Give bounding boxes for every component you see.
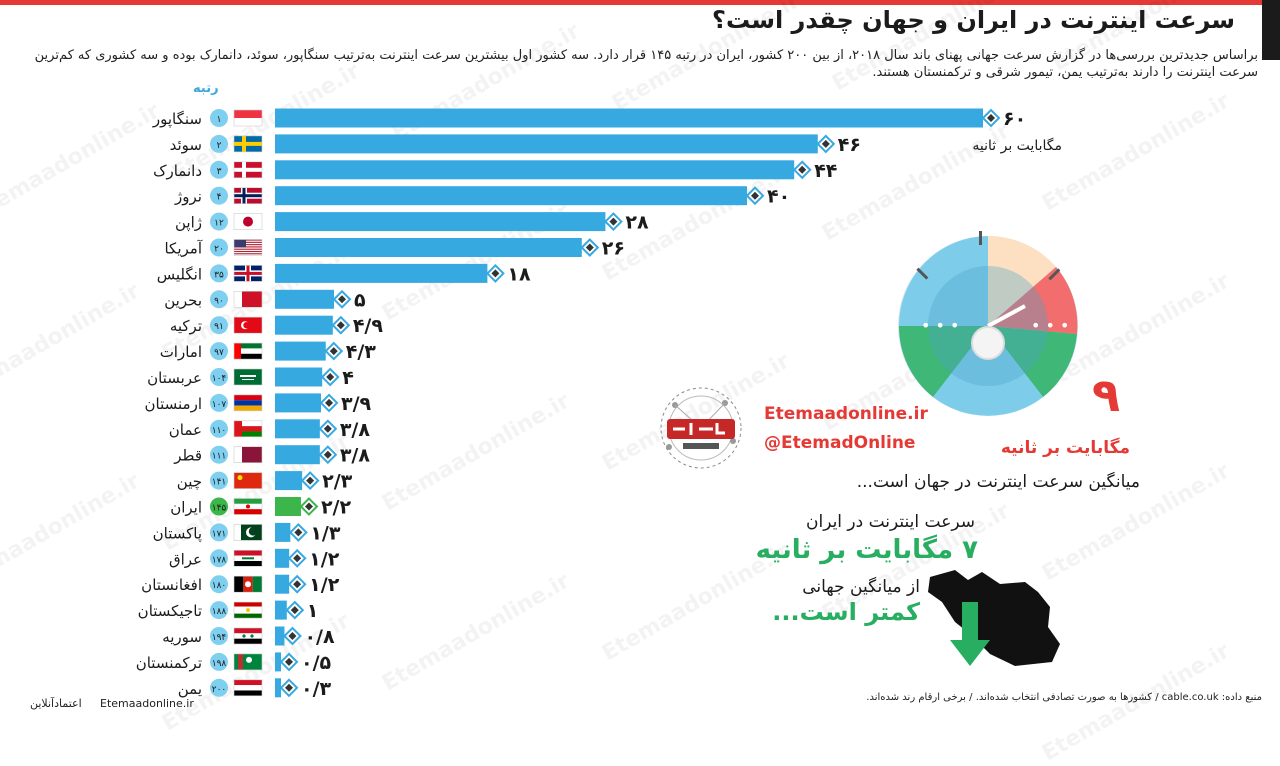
bar [275, 419, 320, 438]
iran-note-less: کمتر است... [772, 598, 920, 626]
norway-flag-icon [234, 188, 262, 204]
rank-label: ۱۸۰ [211, 581, 227, 592]
category-label: ایران [170, 498, 202, 517]
data-label: ۴/۹ [352, 315, 383, 338]
china-flag-icon [234, 473, 262, 489]
saudi-flag-icon [234, 369, 262, 385]
rank-label: ۱۱۱ [211, 451, 227, 462]
page-title: سرعت اینترنت در ایران و جهان چقدر است؟ [712, 6, 1235, 34]
data-label: ۴/۳ [345, 341, 376, 364]
svg-text:• • •: • • • [921, 316, 960, 335]
uae-flag-icon [234, 343, 262, 359]
category-label: عربستان [147, 369, 202, 387]
rank-label: ۱۴۵ [211, 503, 227, 514]
rank-label: ۹۷ [214, 348, 224, 359]
data-label: ۰/۸ [304, 626, 335, 648]
iran-flag-icon [234, 499, 262, 515]
world-average-value: ۹ [1092, 368, 1121, 422]
rank-label: ۱۰۴ [211, 374, 227, 384]
iran-map-icon [920, 562, 1070, 672]
turkey-flag-icon [234, 317, 262, 333]
category-label: ترکمنستان [135, 653, 202, 672]
data-label: ۱/۲ [309, 574, 340, 597]
data-label: ۳/۸ [339, 418, 370, 441]
world-average-description: میانگین سرعت اینترنت در جهان است... [856, 472, 1140, 492]
category-label: پاکستان [152, 524, 202, 543]
data-label: ۲/۳ [322, 470, 353, 493]
data-label: ۳/۸ [339, 444, 370, 467]
rank-label: ۳ [216, 166, 222, 177]
oman-flag-icon [234, 421, 262, 437]
category-label: یمن [177, 679, 202, 698]
category-label: انگلیس [156, 265, 202, 284]
rank-label: ۲۰ [214, 244, 224, 255]
data-label: ۴۰ [767, 185, 791, 208]
category-label: سنگاپور [152, 110, 202, 128]
bar [275, 212, 605, 231]
rank-label: ۱۹۸ [211, 658, 227, 669]
bar [275, 627, 284, 646]
bar [275, 134, 818, 153]
armenia-flag-icon [234, 395, 262, 411]
bar [275, 575, 289, 594]
speed-gauge-icon [893, 231, 1083, 421]
data-label: ۱/۳ [310, 522, 341, 545]
data-label: ۲/۲ [320, 496, 352, 519]
category-label: چین [176, 472, 202, 491]
rank-label: ۲۰۰ [211, 684, 227, 695]
footer-source: منبع داده: cable.co.uk / کشورها به صورت تصادفی انتخاب شده‌اند. / برخی ارقام رند شده‌اند. [866, 692, 1262, 703]
bar [275, 523, 290, 542]
rank-label: ۴ [216, 192, 222, 203]
bar [275, 601, 287, 620]
bar [275, 549, 289, 568]
category-label: امارات [159, 343, 202, 362]
category-label: عراق [168, 550, 202, 569]
data-label: ۲۶ [601, 237, 626, 260]
data-label: ۳/۹ [341, 392, 372, 415]
afghanistan-flag-icon [234, 576, 262, 592]
category-label: ارمنستان [144, 394, 202, 413]
singapore-flag-icon [234, 110, 262, 126]
rank-label: ۲ [216, 140, 222, 151]
bahrain-flag-icon [234, 291, 262, 307]
category-label: ترکیه [169, 317, 202, 336]
category-label: سوریه [162, 628, 202, 646]
data-label: ۶۰ [1003, 108, 1027, 130]
bar [275, 368, 322, 387]
brand-handle: @EtemadOnline [764, 433, 916, 453]
yemen-flag-icon [234, 680, 262, 696]
bar [275, 316, 333, 335]
category-label: تاجیکستان [137, 602, 202, 621]
category-label: ژاپن [174, 213, 202, 232]
iran-note-line3: از میانگین جهانی [802, 577, 920, 597]
data-label: ۴۶ [837, 133, 862, 156]
page-subtitle: براساس جدیدترین بررسی‌ها در گزارش سرعت جهانی پهنای باند سال ۲۰۱۸، از بین ۲۰۰ کشور، ایران در رتبه ۱۴۵ قرار دارد. سه کشور اول بیشترین سرعت اینترنت به‌ترتیب سنگاپور، سوئد، دانمارک بوده و سه کشوری که کم‌ترین سرعت اینترنت را دارند به‌ترتیب یمن، تیمور شرقی و ترکمنستان هستند. [34, 48, 1258, 80]
bar [275, 238, 582, 257]
rank-label: ۹۰ [214, 296, 224, 307]
data-label: ۲۸ [625, 211, 649, 234]
rank-label: ۱۴۱ [211, 477, 227, 488]
iran-note-highlight: ۷ مگابایت بر ثانیه [755, 535, 978, 565]
turkmenistan-flag-icon [234, 654, 262, 670]
data-label: ۱/۲ [309, 548, 340, 571]
iran-note-line1: سرعت اینترنت در ایران [805, 512, 975, 532]
rank-label: ۱۸۸ [211, 607, 227, 618]
bar [275, 497, 301, 516]
rank-label: ۱۹۴ [211, 633, 227, 643]
japan-flag-icon [234, 214, 262, 230]
qatar-flag-icon [234, 447, 262, 463]
rank-label: ۱۲ [214, 218, 224, 229]
category-label: سوئد [169, 135, 202, 154]
svg-text:• • •: • • • [1031, 316, 1070, 335]
data-label: ۰/۳ [301, 677, 332, 700]
unit-label: مگابایت بر ثانیه [972, 138, 1062, 154]
category-label: نروژ [175, 187, 202, 206]
bar [275, 290, 334, 309]
footer-site: Etemaadonline.ir [100, 697, 194, 710]
data-label: ۰/۵ [301, 651, 332, 674]
bar [275, 186, 747, 205]
rank-label: ۱۱۰ [211, 425, 227, 436]
rank-column-header: رتبه [193, 81, 219, 96]
tajikistan-flag-icon [234, 602, 262, 618]
iraq-flag-icon [234, 550, 262, 566]
data-label: ۴۴ [814, 159, 838, 182]
bar [275, 160, 794, 179]
data-label: ۱ [306, 600, 319, 623]
category-label: بحرین [164, 291, 202, 310]
category-label: افغانستان [141, 576, 202, 595]
pakistan-flag-icon [234, 524, 262, 540]
category-label: عمان [168, 420, 202, 439]
rank-label: ۱۷۱ [211, 529, 227, 540]
denmark-flag-icon [234, 162, 262, 178]
usa-flag-icon [234, 240, 262, 256]
world-average-unit: مگابایت بر ثانیه [1000, 438, 1130, 458]
bar [275, 264, 487, 283]
rank-label: ۱۷۸ [211, 555, 227, 566]
bar [275, 109, 983, 128]
rank-label: ۱۰۷ [211, 399, 227, 410]
footer-brand: اعتمادآنلاین [30, 697, 82, 710]
uk-flag-icon [234, 265, 262, 281]
data-label: ۱۸ [507, 263, 531, 286]
rank-label: ۱ [216, 115, 222, 125]
bar [275, 342, 326, 361]
brand-site: Etemaadonline.ir [764, 404, 928, 424]
data-label: ۴ [342, 367, 354, 389]
rank-label: ۹۱ [214, 322, 224, 333]
etemad-logo-icon [655, 385, 747, 471]
category-label: قطر [174, 446, 202, 465]
bar [275, 393, 321, 412]
category-label: آمریکا [164, 239, 202, 258]
rank-label: ۳۵ [214, 270, 224, 281]
data-label: ۵ [354, 289, 366, 312]
syria-flag-icon [234, 628, 262, 644]
category-label: دانمارک [153, 161, 202, 180]
bar [275, 445, 320, 464]
bar [275, 471, 302, 490]
sweden-flag-icon [234, 136, 262, 152]
